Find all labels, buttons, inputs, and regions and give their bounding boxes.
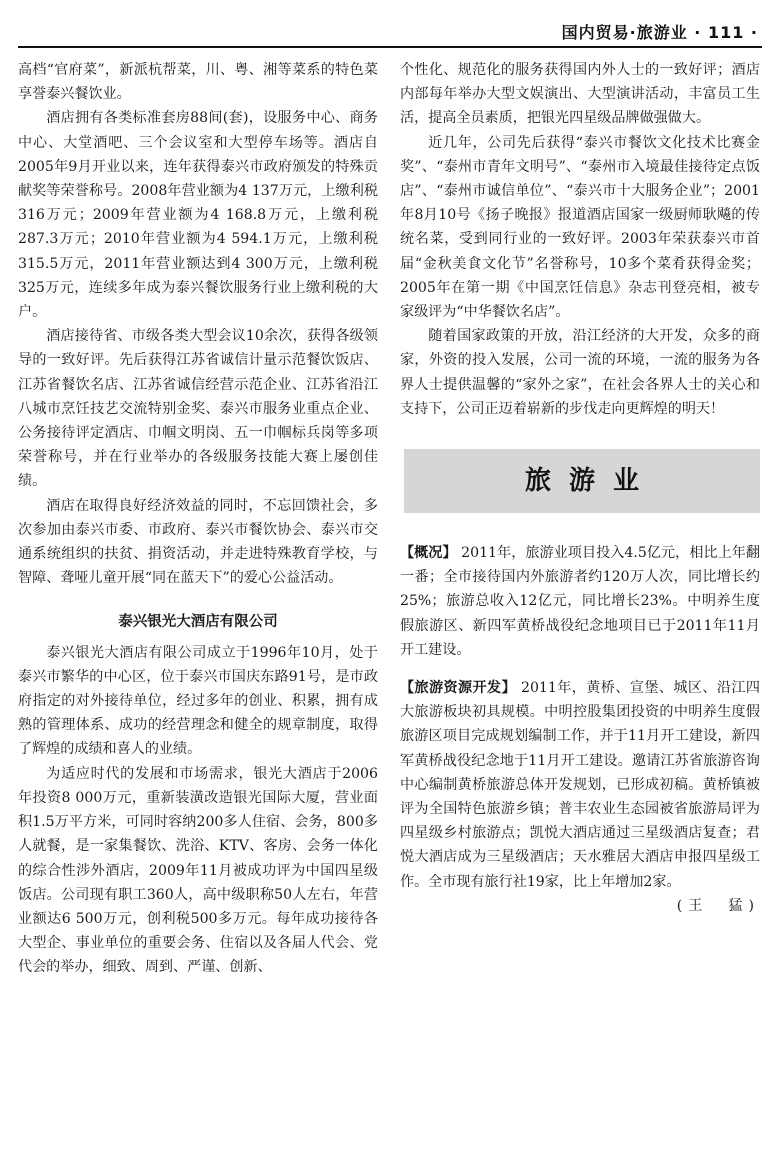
paragraph: 为适应时代的发展和市场需求，银光大酒店于2006年投资8 000万元，重新装潢改造银光国际大厦，营业面积1.5万平方米，可同时容纳200多人住宿、会务，800多人就餐，是一家集餐饮、洗浴、KTV、客房、会务一体化的综合性涉外酒店，2009年11月被成功评为中国四星级饭店。公司现有职工360人，高中级职称50人左右，年营业额达6 500万元，创利税500多万元。每年成功接待各大型企、事业单位的重要会务、住宿以及各届人代会、党代会的举办，细致、周到、严谨、创新、 — [18, 765, 378, 976]
resource-development-paragraph — [400, 676, 760, 914]
page-header — [18, 18, 762, 48]
section-banner — [404, 449, 760, 513]
paragraph: 酒店在取得良好经济效益的同时，不忘回馈社会，多次参加由泰兴市委、市政府、泰兴市餐饮协会、泰兴市交通系统组织的扶贫、捐资活动，并走进特殊教育学校，与智障、聋哑儿童开展“同在蓝天下”的爱心公益活动。 — [18, 497, 378, 587]
resource-development-label: 【旅游资源开发】 — [400, 680, 517, 697]
paragraph: 随着国家政策的开放，沿江经济的大开发，众多的商家，外资的投入发展，公司一流的环境，一流的服务为各界人士提供温馨的“家外之家”，在社会各界人士的关心和支持下，公司正迈着崭新的步伐走向更辉煌的明天！ — [400, 328, 760, 417]
paragraph: 近几年，公司先后获得“泰兴市餐饮文化技术比赛金奖”、“泰州市青年文明号”、“泰州市入境最佳接待定点饭店”、“泰州市诚信单位”、“泰兴市十大服务企业”；2001年8月10号《扬子晚报》报道酒店国家一级厨师耿飚的传统名菜，受到同行业的一致好评。2003年荣获泰兴市首届“金秋美食文化节”名誉称号，10多个菜肴获得金奖；2005年在第一期《中国烹饪信息》杂志刊登亮相，被专家级评为“中华餐饮名店”。 — [400, 134, 760, 321]
running-header-title: 国内贸易·旅游业 · 111 · — [561, 23, 758, 42]
section-banner-title: 旅游业 — [524, 465, 657, 496]
paragraph: 酒店拥有各类标准套房88间(套)，设服务中心、商务中心、大堂酒吧、三个会议室和大型停车场等。酒店自2005年9月开业以来，连年获得泰兴市政府颁发的特殊贡献奖等荣誉称号。2008年营业额为4 137万元，上缴利税316万元；2009年营业额为4 168.8万元，上缴利税287.3万元；2010年营业额为4 594.1万元，上缴利税315.5万元，2011年营业额达到4 300万元，上缴利税325万元，连续多年成为泰兴餐饮服务行业上缴利税的大户。 — [18, 110, 378, 321]
right-column — [400, 58, 760, 918]
paragraph: 泰兴银光大酒店有限公司成立于1996年10月，处于泰兴市繁华的中心区，位于泰兴市国庆东路91号，是市政府指定的对外接待单位，经过多年的创业、积累，拥有成熟的管理体系、成功的经营理念和健全的规章制度，取得了辉煌的成绩和喜人的业绩。 — [18, 644, 378, 758]
resource-development-text: 2011年，黄桥、宣堡、城区、沿江四大旅游板块初具规模。中明控股集团投资的中明养生度假旅游区项目完成规划编制工作，并于11月开工建设，新四军黄桥战役纪念地于11月开工建设。邀请江苏省旅游咨询中心编制黄桥旅游总体开发规划，已形成初稿。黄桥镇被评为全国特色旅游乡镇；普丰农业生态园被省旅游局评为四星级乡村旅游点；凯悦大酒店通过三星级酒店复查；君悦大酒店成为三星级酒店；天水雅居大酒店申报四星级工作。全市现有旅行社19家，比上年增加2家。 — [400, 680, 760, 890]
paragraph: 高档“官府菜”，新派杭帮菜，川、粤、湘等菜系的特色菜享誉泰兴餐饮业。 — [18, 62, 378, 103]
author-credit: (王 猛) — [676, 897, 760, 914]
left-column — [18, 58, 378, 980]
overview-paragraph — [400, 541, 760, 662]
paragraph: 个性化、规范化的服务获得国内外人士的一致好评；酒店内部每年举办大型文娱演出、大型演讲活动，丰富员工生活，提高全员素质，把银光四星级品牌做强做大。 — [400, 62, 760, 127]
paragraph: 酒店接待省、市级各类大型会议10余次，获得各级领导的一致好评。先后获得江苏省诚信计量示范餐饮饭店、江苏省餐饮名店、江苏省诚信经营示范企业、江苏省沿江八城市烹饪技艺交流特别金奖、泰兴市服务业重点企业、公务接待评定酒店、巾帼文明岗、五一巾帼标兵岗等多项荣誉称号，并在行业举办的各级服务技能大赛上屡创佳绩。 — [18, 328, 378, 490]
overview-label: 【概况】 — [400, 545, 457, 562]
overview-text: 2011年，旅游业项目投入4.5亿元，相比上年翻一番；全市接待国内外旅游者约120万人次，同比增长约25%；旅游总收入12亿元，同比增长23%。中明养生度假旅游区、新四军黄桥战役纪念地项目已于2011年11月开工建设。 — [400, 545, 761, 658]
company-heading: 泰兴银光大酒店有限公司 — [118, 614, 278, 631]
